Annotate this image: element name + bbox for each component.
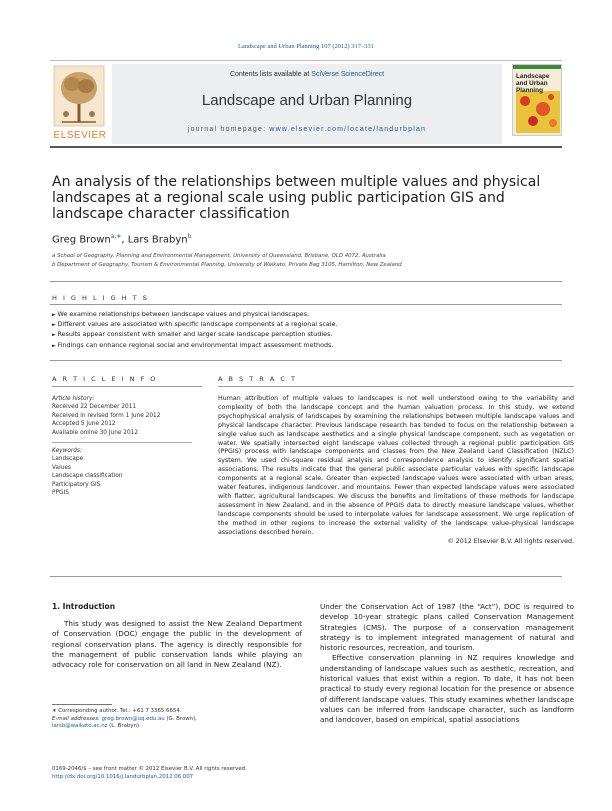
history-item: Received 22 December 2011 [52, 404, 137, 411]
email-link[interactable]: greg.brown@uq.edu.au [101, 715, 165, 722]
email-owner: (G. Brown), [164, 715, 197, 722]
email-addresses [52, 716, 302, 724]
journal-homepage [112, 126, 502, 133]
footnote-divider [52, 704, 112, 705]
cover-title: Landscape and Urban Planning [516, 73, 550, 94]
highlight-item: ► We examine relationships between landscape values and physical landscapes. [52, 310, 452, 320]
doi-link[interactable]: http://dx.doi.org/10.1016/j.landurbplan.2012.06.007 [52, 773, 194, 780]
elsevier-tree-logo [52, 64, 106, 134]
history-item: Available online 30 June 2012 [52, 429, 139, 436]
intro-paragraph: This study was designed to assist the New Zealand Department of Conservation (DOC) engage the public in the development of regional conservation plans. The agency is directly responsible for the management of public conservation lands while playing an advocacy role for conservation on all land in New Zealand (NZ). [52, 619, 302, 670]
author-affiliation-mark[interactable]: b [187, 233, 192, 240]
divider [218, 386, 574, 387]
contents-line [112, 71, 502, 78]
front-matter-line: 0169-2046/$ – see front matter © 2012 Elsevier B.V. All rights reserved. [52, 766, 247, 772]
author-name[interactable]: Greg Brown [52, 234, 111, 246]
sciencedirect-link[interactable]: SciVerse ScienceDirect [311, 71, 385, 78]
homepage-link[interactable]: www.elsevier.com/locate/landurbplan [269, 126, 427, 133]
homepage-prefix: journal homepage: [187, 126, 270, 133]
history-item: Accepted 5 June 2012 [52, 421, 116, 428]
email-owner: (L. Brabyn). [107, 723, 141, 730]
body-paragraph: Effective conservation planning in NZ requires knowledge and understanding of landscape values such as aesthetic, recreation, and historical values that exist within a region. To date, it has not been practical to study every regional location for the presence or absence of different landscape values. This study examines whether landscape values can be inferred from landscape character, such as landform and landcover, based on empirical, spatial associations [320, 653, 574, 725]
keyword: Values [52, 464, 71, 471]
email-prefix: E-mail addresses: [52, 715, 102, 722]
publisher-name: ELSEVIER [53, 130, 107, 141]
article-info-heading: A R T I C L E I N F O [52, 375, 158, 383]
issn-block [52, 766, 352, 781]
highlight-item: ► Results appear consistent with smaller and larger scale landscape perception studies. [52, 330, 452, 340]
keyword: Landscape [52, 456, 84, 463]
author-affiliation-mark[interactable]: a,∗ [110, 233, 122, 240]
email-link[interactable]: larsb@waikato.ac.nz [52, 723, 108, 730]
divider [50, 304, 562, 305]
affiliation: a School of Geography, Planning and Environmental Management, University of Queensland, Brisbane, QLD 4072, Australia [52, 253, 386, 259]
contents-prefix: Contents lists available at [229, 71, 312, 78]
history-item: Received in revised form 1 June 2012 [52, 412, 161, 419]
divider [52, 442, 192, 443]
highlight-item: ► Findings can enhance regional social and environmental impact assessment methods. [52, 341, 452, 351]
right-column [320, 602, 574, 726]
author-list [52, 233, 191, 245]
keyword: PPGIS [52, 490, 69, 497]
author-name[interactable]: Lars Brabyn [127, 234, 188, 246]
history-label: Article history: [52, 396, 95, 402]
corresponding-author: ∗ Corresponding author. Tel.: +61 7 3365 6654. [52, 708, 182, 714]
journal-cover [512, 64, 562, 136]
keyword: Landscape classification [52, 473, 123, 480]
keyword: Participatory GIS [52, 481, 101, 488]
highlights-heading: H I G H L I G H T S [52, 294, 149, 302]
highlight-item: ► Different values are associated with specific landscape components at a regional scale. [52, 320, 452, 330]
divider [50, 360, 562, 361]
abstract [218, 395, 574, 546]
abstract-heading: A B S T R A C T [218, 375, 297, 383]
footnote [52, 708, 302, 731]
copyright: © 2012 Elsevier B.V. All rights reserved. [447, 537, 574, 545]
article-info [52, 395, 192, 497]
author-separator: , [121, 234, 128, 246]
highlights-list [52, 310, 452, 351]
divider [52, 386, 202, 387]
section-heading: 1. Introduction [52, 602, 116, 611]
journal-reference[interactable]: Landscape and Urban Planning 107 (2012) 317–331 [237, 43, 375, 50]
journal-title: Landscape and Urban Planning [201, 92, 413, 109]
keywords-label: Keywords: [52, 448, 82, 455]
abstract-text: Human attribution of multiple values to landscapes is not well understood owing to the variability and complexity of both the landscape concept and the human valuation process. In this study, we extend psychophysical analysis of landscapes by examining the relationships between multiple landscape values and physical landscape character. Previous landscape research has tended to focus on the relationship between a single value such as landscape aesthetics and a single physical landscape component, such as vegetation or water. We spatially intersected eight landscape values collected through a regional public participation GIS (PPGIS) process with landscape components and classes from the New Zealand Land Classification (NZLC) system. We used chi-square residual analysis and correspondence analysis to identify significant spatial associations. The results indicate that the general public associate particular values with specific landscape components at a regional scale. Greater than expected landscape values were associated with urban areas, water features, indigenous landcover, and mountains. Fewer than expected landscape values were associated with flatter, agricultural landscapes. We discuss the benefits and limitations of these methods for landscape assessment in New Zealand, and in the absence of PPGIS data to directly measure landscape values, whether landscape components should be used to interpolate values for landscape assessment. We urge replication of the method in other regions to increase the external validity of the landscape value–physical landscape associations described herein. [218, 395, 574, 536]
email-line [52, 723, 302, 731]
divider [50, 576, 562, 577]
paper-title: An analysis of the relationships between multiple values and physical landscapes at a regional scale using public participation GIS and landscape character classification [52, 174, 541, 222]
affiliation: b Department of Geography, Tourism & Environmental Planning, University of Waikato, Private Bag 3105, Hamilton, New Zealand [52, 262, 402, 268]
divider [50, 281, 562, 282]
body-paragraph: Under the Conservation Act of 1987 (the “Act”), DOC is required to develop 10-year strategic plans called Conservation Management Strategies (CMS). The purpose of a conservation management strategy is to implement integrated management of natural and historic resources, recreation, and tourism. [320, 602, 574, 653]
